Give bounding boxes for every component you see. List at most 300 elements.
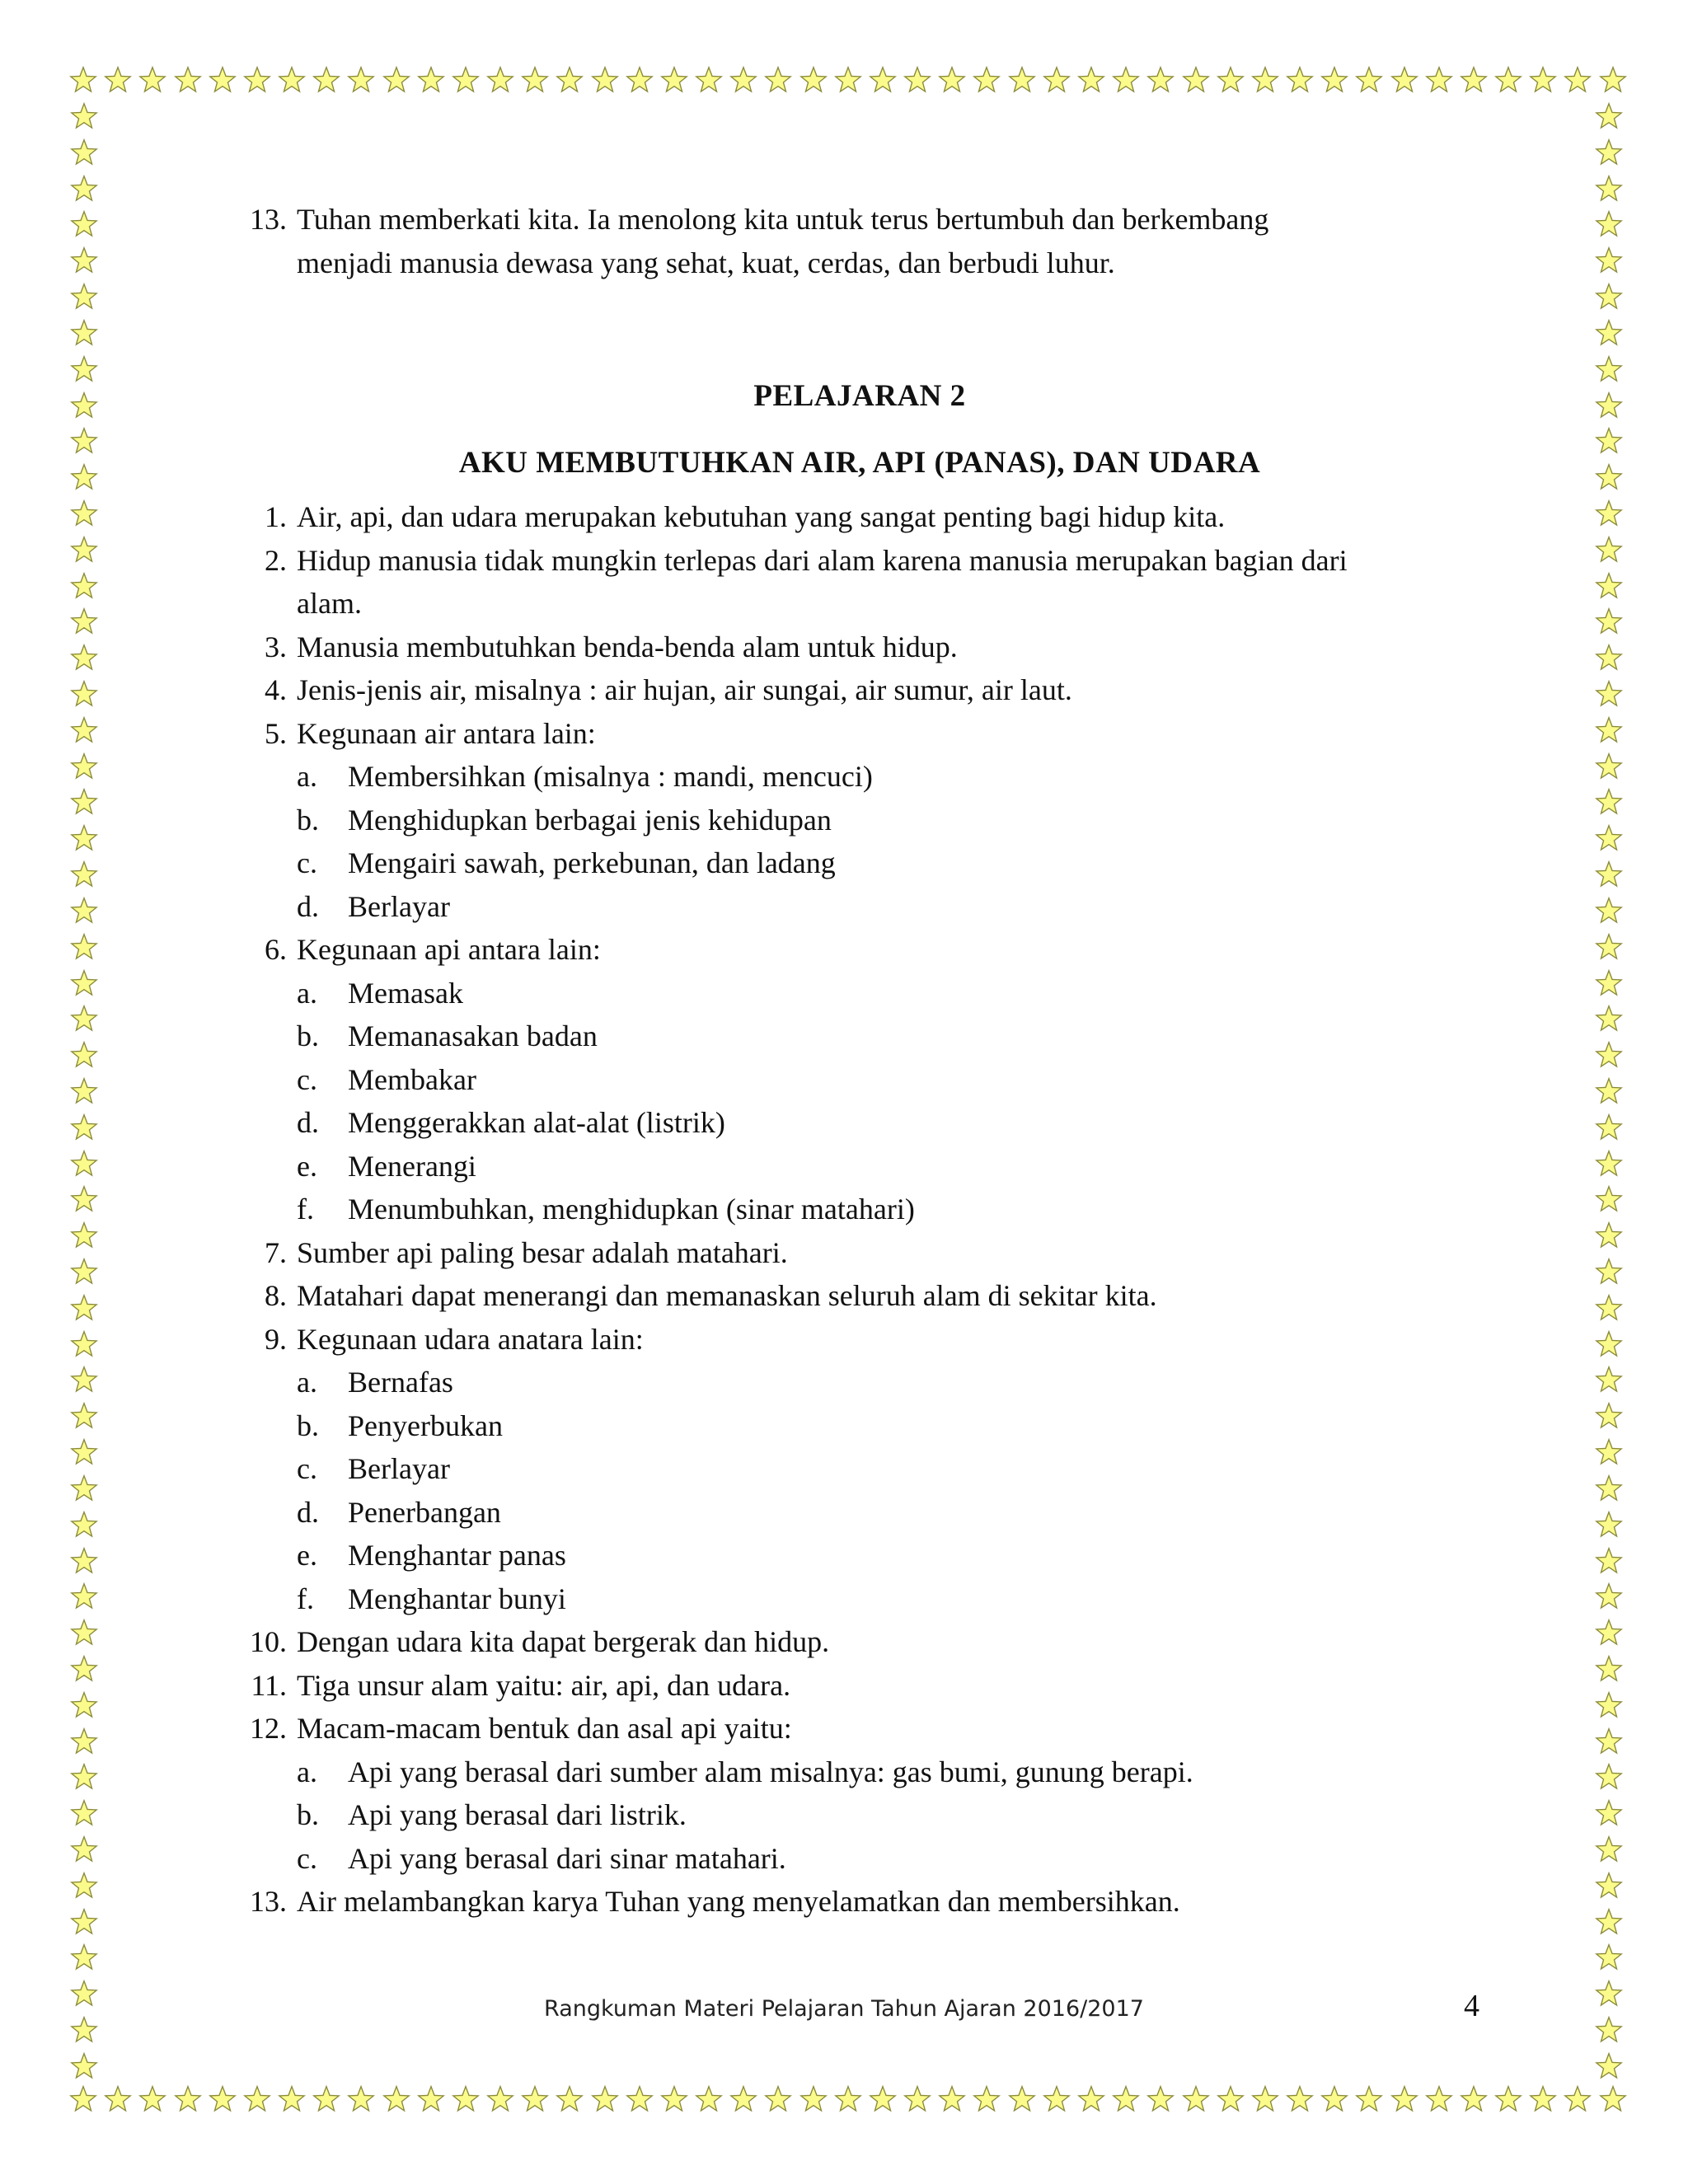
sub-list-item	[246, 1447, 1474, 1491]
star-icon	[70, 2052, 98, 2080]
star-icon	[1595, 210, 1623, 238]
star-border-left	[68, 102, 101, 2080]
list-item	[246, 712, 1474, 756]
star-icon	[1494, 2085, 1522, 2113]
star-icon	[70, 1872, 98, 1900]
star-icon	[1595, 2052, 1623, 2080]
list-item	[246, 1318, 1474, 1361]
star-icon	[1460, 66, 1488, 94]
star-icon	[1595, 752, 1623, 780]
sub-item-text: Penyerbukan	[348, 1408, 503, 1442]
sub-item-text: Api yang berasal dari sinar matahari.	[348, 1841, 786, 1875]
sub-list-item	[246, 1361, 1474, 1404]
item-text: Macam-macam bentuk dan asal api yaitu:	[297, 1712, 792, 1745]
star-icon	[69, 2085, 97, 2113]
star-icon	[70, 1763, 98, 1791]
star-icon	[1595, 283, 1623, 311]
star-icon	[1595, 1835, 1623, 1863]
item-number: 11.	[251, 1668, 287, 1702]
star-icon	[70, 138, 98, 166]
star-border-top	[69, 66, 1627, 99]
star-icon	[70, 463, 98, 491]
sub-item-text: Menghidupkan berbagai jenis kehidupan	[348, 803, 832, 837]
sub-item-text: Membakar	[348, 1062, 476, 1096]
star-icon	[174, 66, 202, 94]
sub-item-letter: e.	[297, 1539, 317, 1572]
star-icon	[695, 66, 723, 94]
sub-list-item	[246, 1058, 1474, 1102]
star-icon	[903, 66, 931, 94]
star-icon	[417, 2085, 445, 2113]
star-icon	[834, 66, 862, 94]
sub-item-letter: a.	[297, 760, 317, 793]
star-icon	[70, 175, 98, 203]
star-icon	[556, 2085, 584, 2113]
star-icon	[1595, 716, 1623, 744]
intro-list-item	[246, 198, 1474, 284]
sub-item-text: Menggerakkan alat-alat (listrik)	[348, 1106, 725, 1139]
star-icon	[70, 1077, 98, 1105]
list-item	[246, 668, 1474, 712]
star-icon	[70, 1221, 98, 1249]
star-icon	[70, 355, 98, 383]
item-number: 5.	[265, 716, 287, 750]
star-icon	[138, 66, 166, 94]
list-item	[246, 1620, 1474, 1664]
star-icon	[1595, 1908, 1623, 1936]
star-border-bottom	[69, 2085, 1627, 2118]
page-content	[246, 198, 1474, 1924]
star-icon	[938, 66, 966, 94]
sub-item-letter: d.	[297, 1495, 319, 1529]
star-icon	[626, 66, 654, 94]
star-icon	[70, 572, 98, 600]
star-icon	[70, 933, 98, 961]
star-icon	[70, 246, 98, 274]
item-number: 3.	[265, 630, 287, 663]
star-icon	[70, 1438, 98, 1466]
sub-list-item	[246, 1404, 1474, 1448]
star-icon	[1146, 66, 1175, 94]
star-icon	[729, 2085, 757, 2113]
star-icon	[70, 824, 98, 852]
star-icon	[347, 2085, 375, 2113]
item-text: Sumber api paling besar adalah matahari.	[297, 1235, 788, 1269]
star-icon	[1043, 2085, 1071, 2113]
sub-list-item	[246, 1015, 1474, 1058]
star-icon	[1595, 572, 1623, 600]
star-icon	[764, 2085, 792, 2113]
star-icon	[1595, 1655, 1623, 1683]
star-icon	[70, 536, 98, 564]
sub-item-letter: a.	[297, 1755, 317, 1788]
star-icon	[1008, 2085, 1036, 2113]
star-icon	[1251, 2085, 1279, 2113]
item-text: Jenis-jenis air, misalnya : air hujan, air sungai, air sumur, air laut.	[297, 673, 1072, 706]
star-icon	[1564, 2085, 1592, 2113]
star-icon	[1595, 897, 1623, 925]
sub-item-letter: c.	[297, 1841, 317, 1875]
sub-item-letter: d.	[297, 1106, 319, 1139]
star-icon	[1595, 1691, 1623, 1719]
star-icon	[486, 2085, 514, 2113]
item-text: Kegunaan udara anatara lain:	[297, 1322, 644, 1356]
star-icon	[1564, 66, 1592, 94]
star-icon	[1529, 2085, 1557, 2113]
sub-list-item	[246, 1750, 1474, 1794]
lesson-title: AKU MEMBUTUHKAN AIR, API (PANAS), DAN UDARA	[458, 446, 1261, 480]
star-icon	[1460, 2085, 1488, 2113]
star-icon	[1595, 824, 1623, 852]
star-icon	[1595, 1438, 1623, 1466]
star-icon	[70, 1691, 98, 1719]
star-icon	[70, 607, 98, 635]
sub-item-letter: e.	[297, 1149, 317, 1183]
item-text: Dengan udara kita dapat bergerak dan hidup.	[297, 1625, 830, 1658]
star-icon	[1595, 1366, 1623, 1394]
sub-list-item	[246, 1145, 1474, 1188]
item-text-continuation: alam.	[297, 587, 362, 620]
star-icon	[70, 1150, 98, 1178]
item-number: 13.	[250, 1885, 287, 1918]
star-icon	[1595, 319, 1623, 347]
star-icon	[1077, 66, 1105, 94]
star-icon	[938, 2085, 966, 2113]
sub-list-item	[246, 972, 1474, 1015]
sub-item-letter: b.	[297, 1408, 319, 1442]
sub-list-item	[246, 1534, 1474, 1577]
sub-item-text: Api yang berasal dari sumber alam misalnya: gas bumi, gunung berapi.	[348, 1755, 1193, 1788]
star-icon	[243, 2085, 271, 2113]
star-icon	[521, 66, 549, 94]
star-icon	[1595, 1943, 1623, 1971]
item-number: 7.	[265, 1235, 287, 1269]
star-icon	[1077, 2085, 1105, 2113]
sub-item-text: Menghantar panas	[348, 1539, 566, 1572]
star-icon	[1595, 1113, 1623, 1141]
star-icon	[70, 1366, 98, 1394]
star-icon	[591, 2085, 619, 2113]
star-icon	[1425, 2085, 1453, 2113]
sub-list-item	[246, 1491, 1474, 1535]
item-number: 6.	[265, 933, 287, 966]
star-icon	[1251, 66, 1279, 94]
star-icon	[417, 66, 445, 94]
star-icon	[312, 66, 340, 94]
item-number: 13.	[250, 203, 287, 236]
sub-item-letter: c.	[297, 1062, 317, 1096]
sub-list-item	[246, 1793, 1474, 1837]
star-icon	[1595, 1294, 1623, 1322]
star-icon	[70, 1294, 98, 1322]
star-icon	[1182, 66, 1210, 94]
star-icon	[174, 2085, 202, 2113]
sub-item-text: Menghantar bunyi	[348, 1582, 566, 1615]
star-icon	[1595, 1799, 1623, 1827]
star-icon	[1595, 1258, 1623, 1286]
sub-item-letter: a.	[297, 976, 317, 1010]
star-icon	[1595, 1005, 1623, 1033]
item-text: Tiga unsur alam yaitu: air, api, dan udara.	[297, 1668, 791, 1702]
list-item	[246, 626, 1474, 669]
star-icon	[626, 2085, 654, 2113]
item-text: Kegunaan api antara lain:	[297, 933, 601, 966]
star-icon	[591, 66, 619, 94]
sub-list-item	[246, 885, 1474, 929]
star-icon	[1595, 1511, 1623, 1539]
star-icon	[660, 2085, 688, 2113]
star-icon	[70, 716, 98, 744]
star-icon	[70, 1727, 98, 1755]
item-number: 2.	[265, 543, 287, 577]
list-item	[246, 1274, 1474, 1318]
sub-item-text: Berlayar	[348, 1452, 450, 1485]
item-text: Kegunaan air antara lain:	[297, 716, 596, 750]
sub-item-text: Penerbangan	[348, 1495, 501, 1529]
star-icon	[1595, 1763, 1623, 1791]
star-icon	[799, 66, 828, 94]
sub-item-letter: a.	[297, 1366, 317, 1399]
star-icon	[1595, 680, 1623, 708]
item-text: Tuhan memberkati kita. Ia menolong kita untuk terus bertumbuh dan berkembang	[297, 203, 1269, 236]
sub-item-letter: b.	[297, 1019, 319, 1052]
star-icon	[70, 1511, 98, 1539]
star-icon	[278, 2085, 306, 2113]
sub-item-letter: b.	[297, 1798, 319, 1831]
star-icon	[1043, 66, 1071, 94]
star-icon	[1595, 1474, 1623, 1502]
sub-item-text: Memasak	[348, 976, 463, 1010]
sub-item-text: Membersihkan (misalnya : mandi, mencuci)	[348, 760, 873, 793]
star-icon	[1217, 66, 1245, 94]
star-icon	[1355, 66, 1383, 94]
star-icon	[70, 860, 98, 888]
star-icon	[70, 1402, 98, 1430]
item-number: 4.	[265, 673, 287, 706]
star-icon	[70, 752, 98, 780]
lesson-list	[246, 495, 1474, 1924]
lesson-label: PELAJARAN 2	[753, 379, 966, 413]
star-icon	[1217, 2085, 1245, 2113]
sub-list-item	[246, 1837, 1474, 1881]
star-icon	[1595, 788, 1623, 816]
page-number: 4	[1464, 1989, 1479, 2023]
star-icon	[452, 66, 480, 94]
star-icon	[1146, 2085, 1175, 2113]
star-border-right	[1592, 102, 1625, 2080]
star-icon	[70, 283, 98, 311]
sub-list-item	[246, 1577, 1474, 1621]
sub-item-letter: f.	[297, 1193, 314, 1226]
star-icon	[973, 2085, 1001, 2113]
star-icon	[1595, 1221, 1623, 1249]
star-icon	[70, 391, 98, 419]
star-icon	[1595, 1582, 1623, 1610]
item-number: 12.	[250, 1712, 287, 1745]
star-icon	[1595, 355, 1623, 383]
star-icon	[70, 427, 98, 455]
star-icon	[729, 66, 757, 94]
star-icon	[70, 969, 98, 997]
star-icon	[1008, 66, 1036, 94]
star-icon	[209, 66, 237, 94]
star-icon	[70, 897, 98, 925]
sub-item-letter: d.	[297, 889, 319, 923]
item-number: 1.	[265, 500, 287, 533]
star-icon	[70, 1655, 98, 1683]
star-icon	[1595, 1041, 1623, 1069]
star-icon	[1182, 2085, 1210, 2113]
star-icon	[69, 66, 97, 94]
star-icon	[1286, 66, 1314, 94]
star-icon	[1595, 1077, 1623, 1105]
star-icon	[1320, 2085, 1348, 2113]
star-icon	[556, 66, 584, 94]
star-icon	[486, 66, 514, 94]
star-icon	[70, 1113, 98, 1141]
sub-item-letter: b.	[297, 803, 319, 837]
star-icon	[70, 1799, 98, 1827]
sub-list-item	[246, 799, 1474, 842]
star-icon	[1595, 1727, 1623, 1755]
item-text: Hidup manusia tidak mungkin terlepas dari alam karena manusia merupakan bagian dari	[297, 543, 1348, 577]
sub-list-item	[246, 755, 1474, 799]
item-number: 8.	[265, 1279, 287, 1312]
star-icon	[1595, 138, 1623, 166]
star-icon	[1286, 2085, 1314, 2113]
sub-item-text: Menumbuhkan, menghidupkan (sinar matahari)	[348, 1193, 915, 1226]
item-text: menjadi manusia dewasa yang sehat, kuat, cerdas, dan berbudi luhur.	[297, 246, 1115, 279]
star-icon	[104, 66, 132, 94]
sub-list-item	[246, 1101, 1474, 1145]
star-icon	[1355, 2085, 1383, 2113]
star-icon	[70, 1005, 98, 1033]
star-icon	[1595, 1402, 1623, 1430]
star-icon	[70, 788, 98, 816]
star-icon	[70, 644, 98, 672]
star-icon	[70, 499, 98, 527]
star-icon	[1529, 66, 1557, 94]
sub-item-letter: c.	[297, 1452, 317, 1485]
list-item	[246, 1707, 1474, 1750]
star-icon	[70, 1258, 98, 1286]
star-icon	[1599, 66, 1627, 94]
star-icon	[1595, 1330, 1623, 1358]
sub-item-letter: f.	[297, 1582, 314, 1615]
star-icon	[70, 680, 98, 708]
star-icon	[278, 66, 306, 94]
star-icon	[70, 1908, 98, 1936]
star-icon	[312, 2085, 340, 2113]
star-icon	[70, 1041, 98, 1069]
star-icon	[834, 2085, 862, 2113]
star-icon	[1595, 969, 1623, 997]
star-icon	[70, 319, 98, 347]
star-icon	[1595, 427, 1623, 455]
star-icon	[1112, 66, 1140, 94]
star-icon	[1595, 933, 1623, 961]
star-icon	[138, 2085, 166, 2113]
star-icon	[1595, 1547, 1623, 1575]
sub-item-text: Memanasakan badan	[348, 1019, 598, 1052]
star-icon	[1595, 391, 1623, 419]
star-icon	[1112, 2085, 1140, 2113]
star-icon	[869, 2085, 897, 2113]
star-icon	[1320, 66, 1348, 94]
star-icon	[70, 1582, 98, 1610]
list-item	[246, 1880, 1474, 1924]
star-icon	[695, 2085, 723, 2113]
footer-text: Rangkuman Materi Pelajaran Tahun Ajaran 2016/2017	[544, 1996, 1144, 2022]
star-icon	[70, 210, 98, 238]
item-text: Air, api, dan udara merupakan kebutuhan yang sangat penting bagi hidup kita.	[297, 500, 1226, 533]
star-icon	[70, 1619, 98, 1647]
star-icon	[973, 66, 1001, 94]
star-icon	[1494, 66, 1522, 94]
star-icon	[70, 1943, 98, 1971]
list-item	[246, 1231, 1474, 1275]
star-icon	[799, 2085, 828, 2113]
star-icon	[1595, 246, 1623, 274]
star-icon	[869, 66, 897, 94]
star-icon	[1595, 644, 1623, 672]
star-icon	[1595, 536, 1623, 564]
star-icon	[1595, 1185, 1623, 1213]
star-icon	[1595, 499, 1623, 527]
sub-list-item	[246, 1188, 1474, 1231]
list-item	[246, 1664, 1474, 1708]
star-icon	[382, 2085, 410, 2113]
item-number: 10.	[250, 1625, 287, 1658]
star-icon	[521, 2085, 549, 2113]
star-icon	[1599, 2085, 1627, 2113]
list-item	[246, 495, 1474, 539]
sub-item-text: Bernafas	[348, 1366, 453, 1399]
star-icon	[660, 66, 688, 94]
star-icon	[1425, 66, 1453, 94]
star-icon	[70, 1185, 98, 1213]
star-icon	[1595, 1872, 1623, 1900]
sub-item-letter: c.	[297, 846, 317, 879]
item-number: 9.	[265, 1322, 287, 1356]
star-icon	[104, 2085, 132, 2113]
item-text: Matahari dapat menerangi dan memanaskan seluruh alam di sekitar kita.	[297, 1279, 1157, 1312]
star-icon	[70, 1330, 98, 1358]
sub-item-text: Berlayar	[348, 889, 450, 923]
star-icon	[1595, 860, 1623, 888]
list-item	[246, 539, 1474, 626]
star-icon	[382, 66, 410, 94]
star-icon	[1595, 102, 1623, 130]
star-icon	[347, 66, 375, 94]
star-icon	[452, 2085, 480, 2113]
star-icon	[1390, 66, 1418, 94]
star-icon	[70, 1474, 98, 1502]
sub-item-text: Mengairi sawah, perkebunan, dan ladang	[348, 846, 836, 879]
star-icon	[209, 2085, 237, 2113]
star-icon	[903, 2085, 931, 2113]
star-icon	[1390, 2085, 1418, 2113]
star-icon	[1595, 463, 1623, 491]
sub-item-text: Menerangi	[348, 1149, 476, 1183]
star-icon	[1595, 1150, 1623, 1178]
star-icon	[1595, 175, 1623, 203]
star-icon	[243, 66, 271, 94]
star-icon	[70, 1835, 98, 1863]
item-text: Manusia membutuhkan benda-benda alam untuk hidup.	[297, 630, 958, 663]
sub-item-text: Api yang berasal dari listrik.	[348, 1798, 687, 1831]
sub-list-item	[246, 841, 1474, 885]
